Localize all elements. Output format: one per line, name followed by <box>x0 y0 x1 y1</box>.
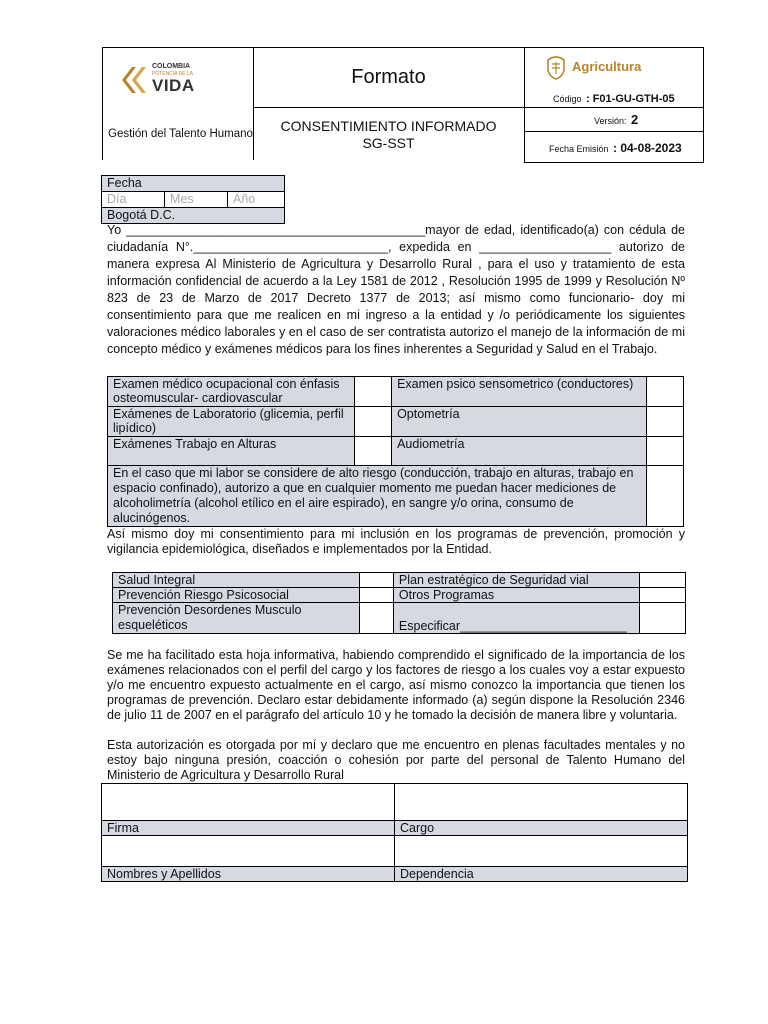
table-row: Exámenes Trabajo en Alturas Audiometría <box>108 437 684 466</box>
agricultura-logo: Agricultura <box>545 54 655 80</box>
full-name-label: Nombres y Apellidos <box>102 867 395 882</box>
month-field[interactable]: Mes <box>165 192 228 208</box>
department-label: Gestión del Talento Humano <box>108 128 253 140</box>
codigo-field: Código : F01-GU-GTH-05 <box>553 93 675 105</box>
checkbox-cell[interactable] <box>640 573 686 588</box>
checkbox-cell[interactable] <box>355 377 392 407</box>
coat-of-arms-icon <box>545 54 567 80</box>
checkbox-cell[interactable] <box>360 573 393 588</box>
table-row: Salud Integral Plan estratégico de Seguridad vial <box>113 573 686 588</box>
specify-field[interactable]: Especificar________________________ <box>393 603 639 634</box>
table-row <box>108 466 684 527</box>
table-row: Prevención Riesgo Psicosocial Otros Programas <box>113 588 686 603</box>
checkbox-cell[interactable] <box>647 407 684 437</box>
department-field-label: Dependencia <box>395 867 688 882</box>
day-field[interactable]: Día <box>102 192 165 208</box>
doc-title: CONSENTIMIENTO INFORMADO SG-SST <box>280 118 497 151</box>
consent-paragraph: Yo ___________________________________________mayor de edad, identificado(a) con cédula de ciudadanía N°.____________________________, expedida en ___________________ autorizo de manera expresa Al Ministerio de Agricultura y Desarrollo Rural , para el uso y tratamiento de esta información confidencial de acuerdo a la Ley 1581 de 2012 , Resolución 1995 de 1999 y Resolución Nº 823 de 23 de Marzo de 2017 Decreto 1377 de 2013; así mismo como funcionario- doy mi consentimiento para que me realicen en mi ingreso a la entidad y /o periódicamente los siguientes valoraciones médico laborales y en el caso de ser contratista autorizo el manejo de la información de mi concepto médico y exámenes médicos para los fines inherentes a Seguridad y Salud en el Trabajo. <box>107 223 685 356</box>
checkbox-cell[interactable] <box>640 603 686 634</box>
info-paragraph: Se me ha facilitado esta hoja informativa, habiendo comprendido el significado de la importancia de los exámenes relacionados con el perfil del cargo y los factores de riesgo a los cuales voy a estar expuesto y/o me encuentro expuesto actualmente en el cargo, así mismo conozco la importancia que tienen los programas de prevención. Declaro estar debidamente informado (a) según dispone la Resolución 2346 de julio 11 de 2007 en el parágrafo del artículo 10 y he tomado la decisión de manera libre y voluntaria. <box>107 648 685 722</box>
checkbox-cell[interactable] <box>360 603 393 634</box>
checkbox-cell[interactable] <box>647 466 684 527</box>
table-row: Prevención Desordenes Musculo esqueléticos Especificar________________________ <box>113 603 686 634</box>
full-name-field[interactable] <box>102 836 395 867</box>
checkbox-cell[interactable] <box>355 437 392 466</box>
programs-intro: Así mismo doy mi consentimiento para mi inclusión en los programas de prevención, promoción y vigilancia epidemiológica, diseñados e implementados por la Entidad. <box>107 527 685 556</box>
position-label: Cargo <box>395 821 688 836</box>
format-title: Formato <box>351 66 426 88</box>
signature-table <box>101 783 688 882</box>
fecha-emision-field: Fecha Emisión : 04-08-2023 <box>549 141 682 155</box>
city-label: Bogotá D.C. <box>102 208 285 224</box>
signature-label: Firma <box>102 821 395 836</box>
risk-note: En el caso que mi labor se considere de alto riesgo (conducción, trabajo en alturas, trabajo en espacio confinado), autorizo a que en cualquier momento me puedan hacer mediciones de alcoholimetría (alcohol etílico en el aire espirado), en sangre y/o orina, consumo de alucinógenos. <box>108 466 647 527</box>
version-field: Versión: 2 <box>594 112 639 127</box>
date-label: Fecha <box>102 176 285 192</box>
exams-table <box>107 376 684 527</box>
colombia-vida-logo: COLOMBIA POTENCIA DE LA VIDA <box>118 63 208 97</box>
checkbox-cell[interactable] <box>640 588 686 603</box>
position-field[interactable] <box>395 784 688 821</box>
department-field[interactable] <box>395 836 688 867</box>
checkbox-cell[interactable] <box>647 377 684 407</box>
year-field[interactable]: Año <box>228 192 285 208</box>
checkbox-cell[interactable] <box>647 437 684 466</box>
programs-table <box>112 572 686 634</box>
signature-field[interactable] <box>102 784 395 821</box>
table-row: Examen médico ocupacional con énfasis osteomuscular- cardiovascular Examen psico sensometrico (conductores) <box>108 377 684 407</box>
table-row: Exámenes de Laboratorio (glicemia, perfil lipídico) Optometría <box>108 407 684 437</box>
authorization-paragraph: Esta autorización es otorgada por mí y declaro que me encuentro en plenas facultades mentales y no estoy bajo ninguna presión, coacción o cohesión por parte del personal de Talento Humano del Ministerio de Agricultura y Desarrollo Rural <box>107 738 685 782</box>
checkbox-cell[interactable] <box>355 407 392 437</box>
checkbox-cell[interactable] <box>360 588 393 603</box>
date-box <box>101 175 285 224</box>
